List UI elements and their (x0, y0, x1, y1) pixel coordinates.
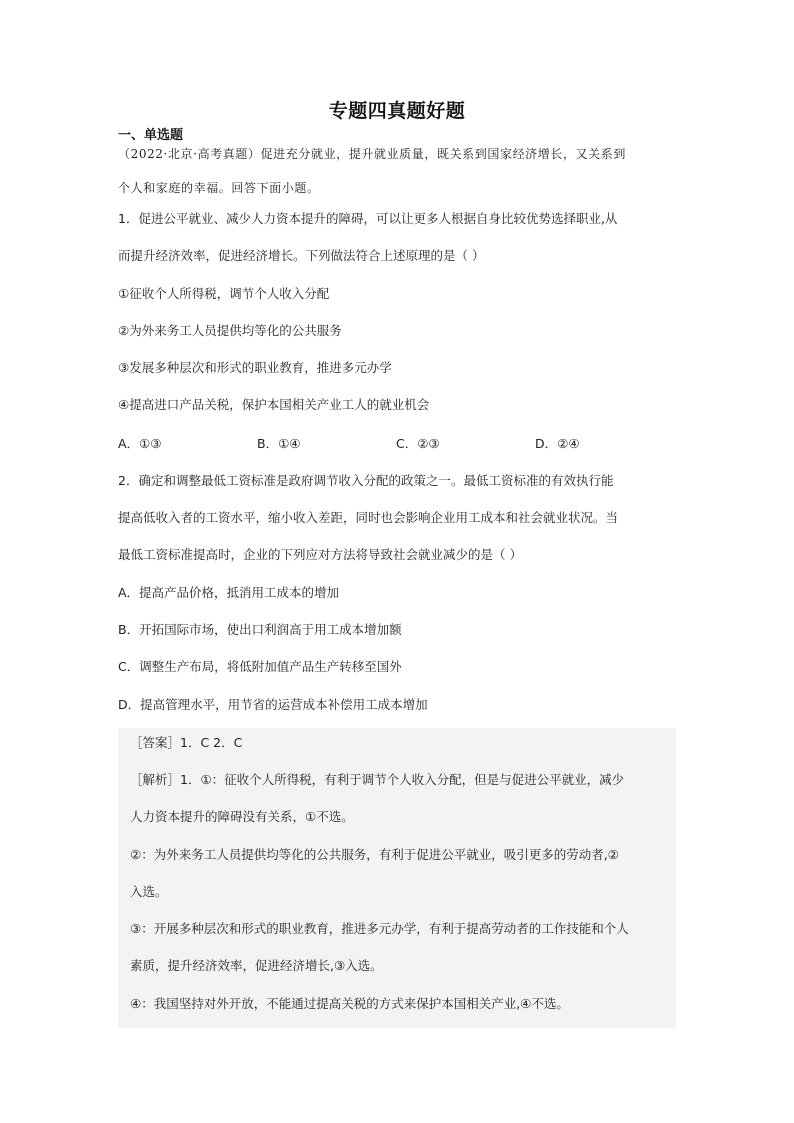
answer-line: ［答案］1．C 2．C (130, 735, 243, 750)
section-heading: 一、单选题 (118, 128, 184, 143)
question-1-item: ③发展多种层次和形式的职业教育，推进多元办学 (118, 360, 392, 375)
option-b: B．①④ (257, 436, 301, 451)
question-2-stem: 最低工资标准提高时，企业的下列应对方法将导致社会就业减少的是（ ） (118, 547, 522, 562)
question-1-item: ④提高进口产品关税，保护本国相关产业工人的就业机会 (118, 397, 430, 412)
intro-line: （2022·北京·高考真题）促进充分就业，提升就业质量，既关系到国家经济增长，又关系到 (118, 147, 626, 161)
option-c: C．②③ (396, 436, 440, 451)
document-title: 专题四真题好题 (328, 100, 466, 122)
analysis-line: ④：我国坚持对外开放，不能通过提高关税的方式来保护本国相关产业,④不选。 (130, 996, 569, 1011)
analysis-line: ［解析］1．①：征收个人所得税，有利于调节个人收入分配，但是与促进公平就业，减少 (130, 772, 625, 787)
question-2-option: C．调整生产布局，将低附加值产品生产转移至国外 (118, 659, 402, 674)
question-2-stem: 提高低收入者的工资水平，缩小收入差距，同时也会影响企业用工成本和社会就业状况。当 (118, 510, 619, 525)
option-d: D．②④ (535, 436, 580, 451)
question-1-item: ①征收个人所得税，调节个人收入分配 (118, 286, 330, 301)
question-2-option: D．提高管理水平，用节省的运营成本补偿用工成本增加 (118, 697, 428, 712)
question-2-option: B．开拓国际市场，使出口利润高于用工成本增加额 (118, 622, 402, 637)
analysis-line: 素质，提升经济效率，促进经济增长,③入选。 (130, 958, 383, 973)
analysis-line: 人力资本提升的障碍没有关系，①不选。 (130, 809, 354, 824)
analysis-line: 入选。 (130, 884, 168, 899)
question-2-option: A．提高产品价格，抵消用工成本的增加 (118, 585, 340, 600)
question-1-options (118, 434, 678, 452)
analysis-line: ②：为外来务工人员提供均等化的公共服务，有利于促进公平就业，吸引更多的劳动者,② (130, 847, 619, 862)
question-1-item: ②为外来务工人员提供均等化的公共服务 (118, 323, 342, 338)
question-2-stem: 2．确定和调整最低工资标准是政府调节收入分配的政策之一。最低工资标准的有效执行能 (118, 473, 614, 488)
intro-line: 个人和家庭的幸福。回答下面小题。 (118, 181, 320, 195)
question-1-stem: 1．促进公平就业、减少人力资本提升的障碍，可以让更多人根据自身比较优势选择职业,从 (118, 211, 618, 226)
option-a: A．①③ (118, 436, 162, 451)
analysis-line: ③：开展多种层次和形式的职业教育，推进多元办学，有利于提高劳动者的工作技能和个人 (130, 921, 629, 936)
question-1-stem: 而提升经济效率，促进经济增长。下列做法符合上述原理的是（ ） (118, 248, 485, 263)
